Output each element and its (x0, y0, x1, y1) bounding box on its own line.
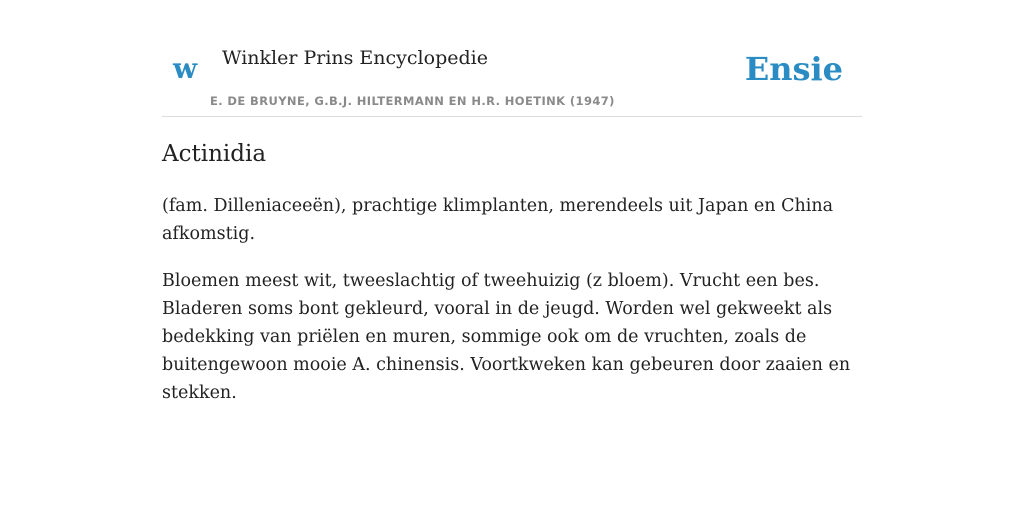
winkler-prins-logo[interactable]: w (173, 52, 198, 85)
article-paragraph: Bloemen meest wit, tweeslachtig of tweehuizig (z bloem). Vrucht een bes. Bladeren soms bont gekleurd, vooral in de jeugd. Worden wel gekweekt als bedekking van priëlen en muren, sommige ook om de vruchten, zoals de buitengewoon mooie A. chinensis. Voortkweken kan gebeuren door zaaien en stekken. (162, 271, 851, 403)
article-title: Actinidia (162, 141, 267, 167)
article (162, 136, 862, 407)
authors-line: E. DE BRUYNE, G.B.J. HILTERMANN EN H.R. HOETINK (1947) (210, 94, 615, 108)
ensie-logo[interactable]: Ensie (744, 50, 843, 88)
article-paragraph: (fam. Dilleniaceeën), prachtige klimplanten, merendeels uit Japan en China afkomstig. (162, 196, 834, 244)
site-title[interactable]: Winkler Prins Encyclopedie (222, 47, 488, 69)
header (162, 40, 862, 117)
